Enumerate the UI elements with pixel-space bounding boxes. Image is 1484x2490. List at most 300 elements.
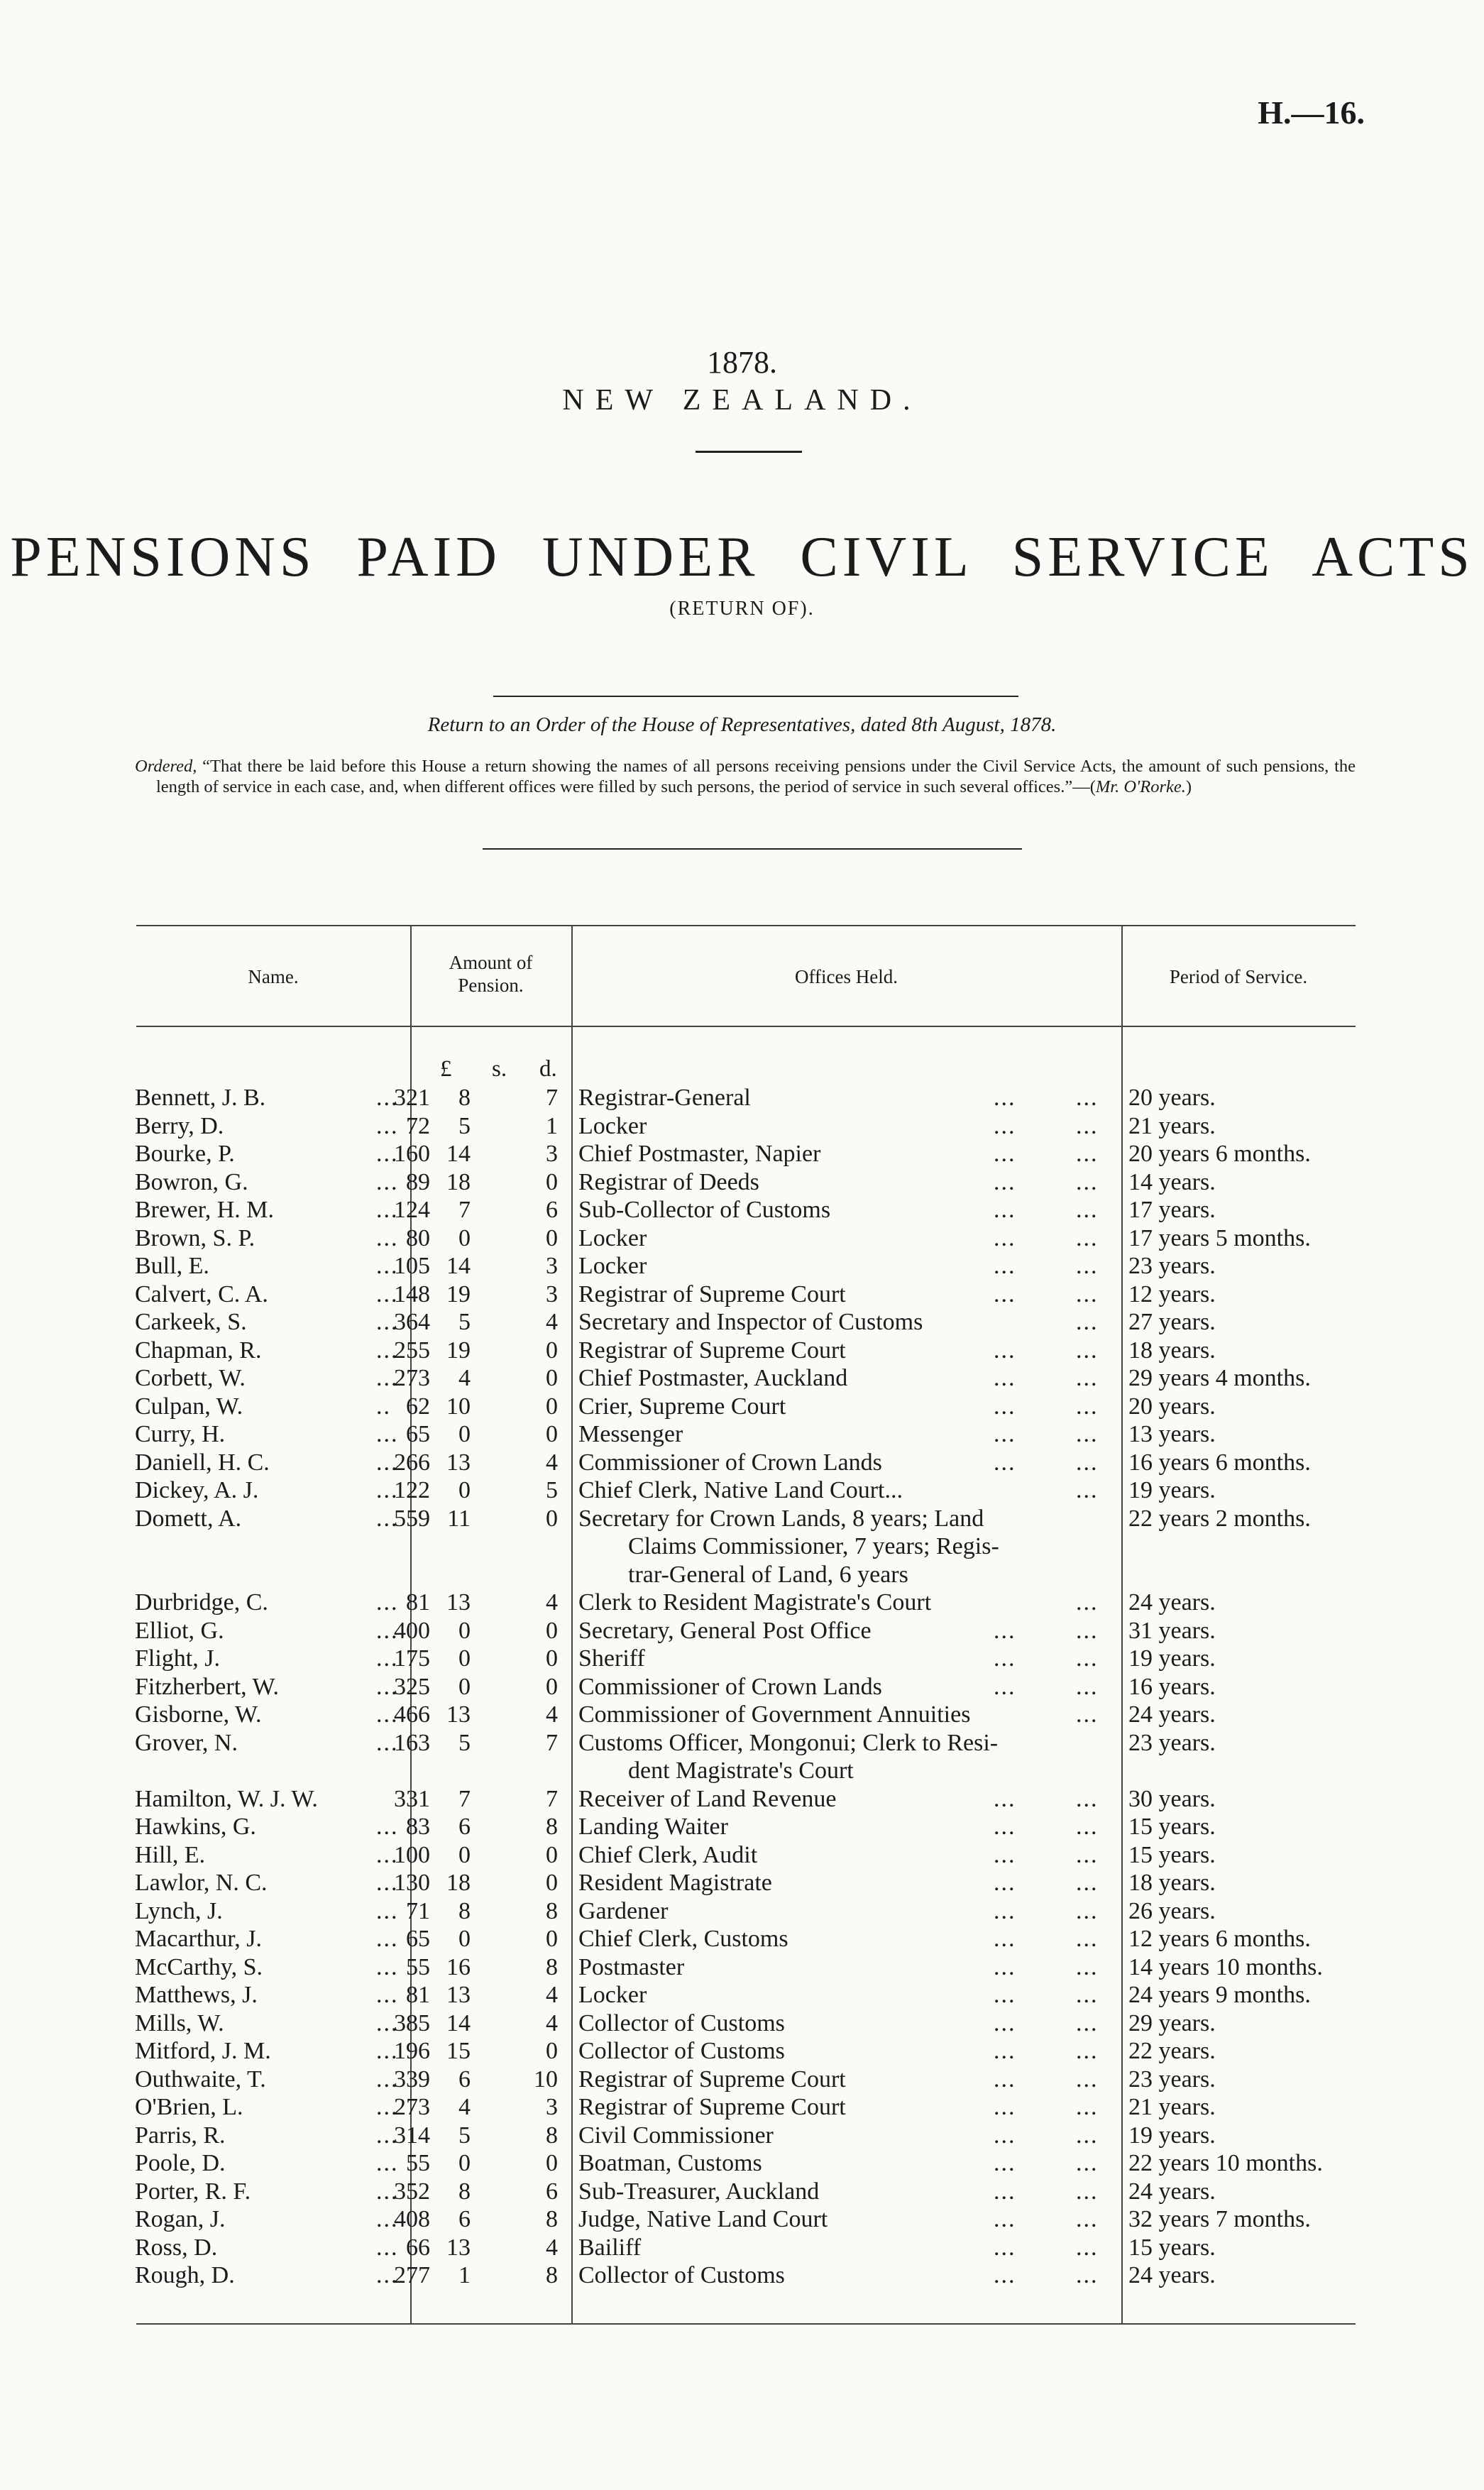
- office-held: [578, 1617, 1118, 1645]
- office-leader-dots: ...: [1076, 2178, 1099, 2205]
- pension-shillings: 7: [458, 1197, 471, 1223]
- pension-pounds: 105: [394, 1253, 430, 1279]
- pension-shillings: 18: [446, 1870, 471, 1896]
- pension-shillings: 15: [446, 2038, 471, 2064]
- pension-pence: 10: [534, 2066, 558, 2093]
- office-held: [578, 2234, 1118, 2262]
- office-held: [578, 1476, 1118, 1505]
- office-text: Locker: [578, 1982, 647, 2008]
- document-title: PENSIONS PAID UNDER CIVIL SERVICE ACTS: [10, 526, 1474, 588]
- name-leader-dots: ...: [376, 1701, 399, 1728]
- office-held: [578, 1140, 1118, 1168]
- office-text: Locker: [578, 1112, 647, 1139]
- pension-pounds: 148: [394, 1280, 430, 1307]
- name-leader-dots: ...: [376, 1645, 399, 1672]
- office-leader-dots: ...: [1076, 2009, 1099, 2036]
- office-held: [578, 2037, 1118, 2066]
- pensioner-name: Bennett, J. B.: [135, 1085, 266, 1111]
- name-leader-dots: ...: [376, 2234, 399, 2261]
- pension-pence: 8: [546, 2262, 558, 2288]
- office-mid-dots: ...: [994, 2206, 1016, 2232]
- name-leader-dots: ...: [376, 2122, 399, 2149]
- office-leader-dots: ...: [1076, 2094, 1099, 2120]
- table-row: [0, 1196, 1484, 1224]
- pension-pence: 5: [546, 1477, 558, 1503]
- period-of-service: 17 years 5 months.: [1128, 1224, 1311, 1251]
- office-leader-dots: ...: [1076, 2234, 1099, 2261]
- office-held: [578, 1364, 1118, 1393]
- name-leader-dots: ...: [376, 1224, 399, 1251]
- currency-units: [410, 1056, 571, 1085]
- pensioner-name: Grover, N.: [135, 1729, 238, 1756]
- pension-pounds: 72: [406, 1112, 430, 1139]
- pensioner-name: Bowron, G.: [135, 1168, 248, 1195]
- table-row: [0, 1224, 1484, 1253]
- office-held: [578, 2149, 1118, 2178]
- name-leader-dots: ...: [376, 2150, 399, 2176]
- office-mid-dots: ...: [994, 2066, 1016, 2093]
- pension-shillings: 5: [458, 1112, 471, 1139]
- pensioner-name: Daniell, H. C.: [135, 1449, 270, 1476]
- pensioner-name: Calvert, C. A.: [135, 1280, 268, 1307]
- ordered-end: ): [1185, 777, 1192, 796]
- office-continuation: dent Magistrate's Court: [628, 1757, 854, 1784]
- ordered-mover: Mr. O'Rorke.: [1095, 777, 1186, 796]
- pensioner-name: Mitford, J. M.: [135, 2038, 271, 2064]
- office-leader-dots: ...: [1076, 1393, 1099, 1420]
- pension-shillings: 0: [458, 1421, 471, 1447]
- pensioner-name: Mills, W.: [135, 2009, 224, 2036]
- office-held: [578, 1196, 1118, 1224]
- office-leader-dots: ...: [1076, 1477, 1099, 1503]
- pension-pence: 8: [546, 2206, 558, 2232]
- pension-shillings: 0: [458, 1617, 471, 1644]
- pension-pence: 1: [546, 1112, 558, 1139]
- office-continuation: trar-General of Land, 6 years: [628, 1561, 908, 1588]
- name-leader-dots: ...: [376, 1449, 399, 1476]
- office-mid-dots: ...: [994, 1897, 1016, 1924]
- table-row: [0, 2093, 1484, 2122]
- period-of-service: 29 years 4 months.: [1128, 1365, 1311, 1391]
- pension-shillings: 19: [446, 1280, 471, 1307]
- table-row: [0, 1841, 1484, 1870]
- table-row: [0, 2205, 1484, 2234]
- table-row: [0, 1701, 1484, 1729]
- pension-pence: 0: [546, 1841, 558, 1868]
- pension-pounds: 331: [394, 1785, 430, 1812]
- period-of-service: 18 years.: [1128, 1337, 1216, 1364]
- period-of-service: 13 years.: [1128, 1421, 1216, 1447]
- office-mid-dots: ...: [994, 1253, 1016, 1279]
- pension-shillings: 0: [458, 1477, 471, 1503]
- office-held: [578, 1168, 1118, 1197]
- pension-shillings: 0: [458, 2150, 471, 2176]
- office-mid-dots: ...: [994, 2262, 1016, 2288]
- table-row: [0, 1140, 1484, 1168]
- table-row: [0, 1084, 1484, 1112]
- pension-shillings: 0: [458, 1673, 471, 1700]
- pension-shillings: 8: [458, 1085, 471, 1111]
- period-of-service: 26 years.: [1128, 1897, 1216, 1924]
- name-leader-dots: ...: [376, 1982, 399, 2008]
- office-text: Chief Clerk, Audit: [578, 1841, 758, 1868]
- pensioner-name: Durbridge, C.: [135, 1589, 268, 1616]
- name-leader-dots: ...: [376, 1505, 399, 1532]
- name-leader-dots: ...: [376, 1926, 399, 1952]
- pension-pounds: 81: [406, 1589, 430, 1616]
- period-of-service: 23 years.: [1128, 1253, 1216, 1279]
- table-row: [0, 2066, 1484, 2094]
- pensioner-name: O'Brien, L.: [135, 2094, 243, 2120]
- office-mid-dots: ...: [994, 1673, 1016, 1700]
- table-row: [0, 1785, 1484, 1814]
- name-leader-dots: ...: [376, 1197, 399, 1223]
- table-row: [0, 1280, 1484, 1309]
- pension-shillings: 13: [446, 1701, 471, 1728]
- pension-pounds: 124: [394, 1197, 430, 1223]
- name-leader-dots: ...: [376, 1280, 399, 1307]
- pension-pounds: 196: [394, 2038, 430, 2064]
- pension-pence: 0: [546, 1168, 558, 1195]
- office-held: [578, 2093, 1118, 2122]
- office-mid-dots: ...: [994, 1337, 1016, 1364]
- period-of-service: 23 years.: [1128, 1729, 1216, 1756]
- pensioner-name: Macarthur, J.: [135, 1926, 262, 1952]
- office-mid-dots: ...: [994, 2178, 1016, 2205]
- office-text: Registrar of Supreme Court: [578, 2094, 846, 2120]
- pension-pounds: 339: [394, 2066, 430, 2093]
- pension-shillings: 7: [458, 1785, 471, 1812]
- pension-shillings: 8: [458, 2178, 471, 2205]
- pension-pounds: 559: [394, 1505, 430, 1532]
- office-held: [578, 1701, 1118, 1729]
- period-of-service: 20 years.: [1128, 1085, 1216, 1111]
- pensioner-name: Carkeek, S.: [135, 1309, 247, 1335]
- pension-pounds: 408: [394, 2206, 430, 2232]
- office-leader-dots: ...: [1076, 1365, 1099, 1391]
- office-held: [578, 1112, 1118, 1141]
- pension-shillings: 19: [446, 1337, 471, 1364]
- pension-pence: 4: [546, 2009, 558, 2036]
- name-leader-dots: ...: [376, 1589, 399, 1616]
- document-country: NEW ZEALAND.: [562, 384, 922, 417]
- office-held: [578, 1308, 1118, 1337]
- office-held: [578, 1813, 1118, 1841]
- period-of-service: 21 years.: [1128, 2094, 1216, 2120]
- pension-pence: 8: [546, 1953, 558, 1980]
- pensioner-name: Brewer, H. M.: [135, 1197, 274, 1223]
- document-subtitle: (RETURN OF).: [669, 598, 815, 620]
- period-of-service: 16 years 6 months.: [1128, 1449, 1311, 1476]
- pension-pence: 3: [546, 2094, 558, 2120]
- office-held: [578, 1925, 1118, 1953]
- period-of-service: 29 years.: [1128, 2009, 1216, 2036]
- period-of-service: 22 years 10 months.: [1128, 2150, 1323, 2176]
- name-leader-dots: ..: [376, 1393, 391, 1420]
- office-text: Registrar of Deeds: [578, 1168, 759, 1195]
- pension-shillings: 5: [458, 1309, 471, 1335]
- office-text: Boatman, Customs: [578, 2150, 762, 2176]
- table-row: [0, 1252, 1484, 1280]
- pension-pence: 0: [546, 1645, 558, 1672]
- pension-pence: 0: [546, 2150, 558, 2176]
- office-text: Secretary for Crown Lands, 8 years; Land: [578, 1505, 984, 1532]
- office-text: Commissioner of Government Annuities: [578, 1701, 971, 1728]
- office-held: [578, 1505, 1118, 1589]
- pension-pounds: 160: [394, 1141, 430, 1167]
- table-row: [0, 1393, 1484, 1421]
- ordered-paragraph: [135, 756, 1356, 797]
- office-text: Registrar-General: [578, 1085, 751, 1111]
- period-of-service: 15 years.: [1128, 1841, 1216, 1868]
- office-leader-dots: ...: [1076, 1814, 1099, 1840]
- office-mid-dots: ...: [994, 1870, 1016, 1896]
- period-of-service: 14 years.: [1128, 1168, 1216, 1195]
- period-of-service: 30 years.: [1128, 1785, 1216, 1812]
- office-held: [578, 1224, 1118, 1253]
- office-leader-dots: ...: [1076, 1673, 1099, 1700]
- office-leader-dots: ...: [1076, 1589, 1099, 1616]
- office-text: Chief Clerk, Native Land Court...: [578, 1477, 903, 1503]
- pensioner-name: Hill, E.: [135, 1841, 206, 1868]
- office-text: Locker: [578, 1224, 647, 1251]
- office-text: Registrar of Supreme Court: [578, 2066, 846, 2093]
- office-mid-dots: ...: [994, 1953, 1016, 1980]
- office-text: Chief Postmaster, Napier: [578, 1141, 821, 1167]
- pension-pence: 3: [546, 1141, 558, 1167]
- office-leader-dots: ...: [1076, 1168, 1099, 1195]
- pension-pounds: 385: [394, 2009, 430, 2036]
- pensioner-name: Matthews, J.: [135, 1982, 258, 2008]
- office-held: [578, 1785, 1118, 1814]
- pension-pounds: 100: [394, 1841, 430, 1868]
- pensioner-name: Chapman, R.: [135, 1337, 262, 1364]
- pension-shillings: 11: [447, 1505, 471, 1532]
- period-of-service: 24 years.: [1128, 2178, 1216, 2205]
- pension-pounds: 255: [394, 1337, 430, 1364]
- office-text: Registrar of Supreme Court: [578, 1280, 846, 1307]
- office-leader-dots: ...: [1076, 1897, 1099, 1924]
- pension-shillings: 0: [458, 1645, 471, 1672]
- pension-shillings: 14: [446, 2009, 471, 2036]
- unit-shillings: s.: [492, 1056, 507, 1082]
- column-header-offices: Offices Held.: [795, 966, 898, 987]
- table-row: [0, 1476, 1484, 1505]
- pensioner-name: Dickey, A. J.: [135, 1477, 259, 1503]
- pension-pounds: 65: [406, 1421, 430, 1447]
- office-text: Commissioner of Crown Lands: [578, 1449, 882, 1476]
- office-held: [578, 2261, 1118, 2290]
- column-header-name: Name.: [248, 966, 299, 987]
- pension-pence: 8: [546, 1897, 558, 1924]
- office-text: Sub-Collector of Customs: [578, 1197, 831, 1223]
- table-row: [0, 1617, 1484, 1645]
- office-mid-dots: ...: [994, 1841, 1016, 1868]
- pension-pounds: 321: [394, 1085, 430, 1111]
- office-text: Crier, Supreme Court: [578, 1393, 786, 1420]
- office-leader-dots: ...: [1076, 1280, 1099, 1307]
- pensioner-name: Porter, R. F.: [135, 2178, 251, 2205]
- office-held: [578, 2178, 1118, 2206]
- pensioner-name: Hamilton, W. J. W.: [135, 1785, 318, 1812]
- office-leader-dots: ...: [1076, 1785, 1099, 1812]
- pensioner-name: Flight, J.: [135, 1645, 220, 1672]
- office-mid-dots: ...: [994, 2122, 1016, 2149]
- period-of-service: 15 years.: [1128, 1814, 1216, 1840]
- office-text: Bailiff: [578, 2234, 642, 2261]
- office-text: Postmaster: [578, 1953, 685, 1980]
- pension-pence: 0: [546, 1505, 558, 1532]
- office-held: [578, 1252, 1118, 1280]
- pension-pence: 7: [546, 1729, 558, 1756]
- period-of-service: 19 years.: [1128, 2122, 1216, 2149]
- name-leader-dots: ...: [376, 1085, 399, 1111]
- office-held: [578, 2066, 1118, 2094]
- name-leader-dots: ...: [376, 2066, 399, 2093]
- pensioner-name: Parris, R.: [135, 2122, 226, 2149]
- office-text: Chief Postmaster, Auckland: [578, 1365, 848, 1391]
- office-text: Clerk to Resident Magistrate's Court: [578, 1589, 932, 1616]
- pension-shillings: 1: [458, 2262, 471, 2288]
- office-text: Customs Officer, Mongonui; Clerk to Resi-: [578, 1729, 999, 1756]
- period-of-service: 21 years.: [1128, 1112, 1216, 1139]
- pension-shillings: 0: [458, 1926, 471, 1952]
- period-of-service: 23 years.: [1128, 2066, 1216, 2093]
- office-continuation: Claims Commissioner, 7 years; Regis-: [628, 1533, 999, 1559]
- table-row: [0, 2178, 1484, 2206]
- pension-shillings: 6: [458, 1814, 471, 1840]
- pension-pence: 0: [546, 1617, 558, 1644]
- pension-shillings: 6: [458, 2206, 471, 2232]
- pension-pence: 0: [546, 1337, 558, 1364]
- office-leader-dots: ...: [1076, 1645, 1099, 1672]
- pension-pence: 0: [546, 1673, 558, 1700]
- office-leader-dots: ...: [1076, 1926, 1099, 1952]
- period-of-service: 24 years 9 months.: [1128, 1982, 1311, 2008]
- pension-table-body: [0, 1084, 1484, 2290]
- office-held: [578, 1420, 1118, 1449]
- pension-pounds: 352: [394, 2178, 430, 2205]
- pension-pounds: 81: [406, 1982, 430, 2008]
- name-leader-dots: ...: [376, 1617, 399, 1644]
- name-leader-dots: ...: [376, 1337, 399, 1364]
- pension-pence: 7: [546, 1785, 558, 1812]
- office-mid-dots: ...: [994, 2150, 1016, 2176]
- office-mid-dots: ...: [994, 1926, 1016, 1952]
- pension-pounds: 71: [406, 1897, 430, 1924]
- name-leader-dots: ...: [376, 2009, 399, 2036]
- pensioner-name: Berry, D.: [135, 1112, 224, 1139]
- office-leader-dots: ...: [1076, 1421, 1099, 1447]
- office-leader-dots: ...: [1076, 2038, 1099, 2064]
- office-mid-dots: ...: [994, 1224, 1016, 1251]
- pensioner-name: Poole, D.: [135, 2150, 226, 2176]
- pension-pence: 7: [546, 1085, 558, 1111]
- pensioner-name: Domett, A.: [135, 1505, 242, 1532]
- office-leader-dots: ...: [1076, 1141, 1099, 1167]
- column-header-amount: [410, 951, 571, 997]
- office-leader-dots: ...: [1076, 1337, 1099, 1364]
- office-held: [578, 1897, 1118, 1926]
- office-leader-dots: ...: [1076, 1085, 1099, 1111]
- office-mid-dots: ...: [994, 1617, 1016, 1644]
- table-row: [0, 1449, 1484, 1477]
- office-mid-dots: ...: [994, 1197, 1016, 1223]
- column-header-amount-line2: Pension.: [458, 975, 524, 996]
- period-of-service: 19 years.: [1128, 1645, 1216, 1672]
- office-mid-dots: ...: [994, 1785, 1016, 1812]
- pension-pence: 3: [546, 1253, 558, 1279]
- office-text: Sub-Treasurer, Auckland: [578, 2178, 820, 2205]
- office-mid-dots: ...: [994, 2038, 1016, 2064]
- name-leader-dots: ...: [376, 2038, 399, 2064]
- pensioner-name: Curry, H.: [135, 1421, 226, 1447]
- pension-pounds: 400: [394, 1617, 430, 1644]
- column-header-amount-line1: Amount of: [449, 952, 533, 973]
- table-header-rule: [136, 1026, 1356, 1027]
- period-of-service: 20 years.: [1128, 1393, 1216, 1420]
- office-mid-dots: ...: [994, 1168, 1016, 1195]
- name-leader-dots: ...: [376, 1141, 399, 1167]
- office-mid-dots: ...: [994, 1365, 1016, 1391]
- pension-shillings: 0: [458, 1841, 471, 1868]
- pension-pounds: 130: [394, 1870, 430, 1896]
- office-mid-dots: ...: [994, 2009, 1016, 2036]
- unit-pounds: £: [440, 1056, 452, 1082]
- office-text: Resident Magistrate: [578, 1870, 772, 1896]
- pension-pounds: 325: [394, 1673, 430, 1700]
- office-leader-dots: ...: [1076, 1841, 1099, 1868]
- pensioner-name: McCarthy, S.: [135, 1953, 263, 1980]
- pensioner-name: Gisborne, W.: [135, 1701, 262, 1728]
- office-held: [578, 1729, 1118, 1785]
- table-row: [0, 1925, 1484, 1953]
- rule-under-subtitle: [493, 696, 1018, 697]
- rule-under-ordered: [483, 848, 1022, 850]
- pension-pence: 3: [546, 1280, 558, 1307]
- pension-pounds: 277: [394, 2262, 430, 2288]
- pension-pounds: 266: [394, 1449, 430, 1476]
- office-mid-dots: ...: [994, 2094, 1016, 2120]
- pension-pence: 0: [546, 2038, 558, 2064]
- pension-shillings: 8: [458, 1897, 471, 1924]
- office-held: [578, 1337, 1118, 1365]
- table-row: [0, 1168, 1484, 1197]
- pensioner-name: Elliot, G.: [135, 1617, 224, 1644]
- pension-shillings: 4: [458, 2094, 471, 2120]
- office-mid-dots: ...: [994, 1449, 1016, 1476]
- name-leader-dots: ...: [376, 1365, 399, 1391]
- pension-pence: 0: [546, 1926, 558, 1952]
- period-of-service: 20 years 6 months.: [1128, 1141, 1311, 1167]
- name-leader-dots: ...: [376, 1870, 399, 1896]
- table-row: [0, 1505, 1484, 1589]
- office-text: Gardener: [578, 1897, 669, 1924]
- office-text: Commissioner of Crown Lands: [578, 1673, 882, 1700]
- pension-pounds: 65: [406, 1926, 430, 1952]
- office-leader-dots: ...: [1076, 1449, 1099, 1476]
- pension-pence: 0: [546, 1870, 558, 1896]
- office-text: Locker: [578, 1253, 647, 1279]
- period-of-service: 31 years.: [1128, 1617, 1216, 1644]
- office-mid-dots: ...: [994, 1280, 1016, 1307]
- pensioner-name: Brown, S. P.: [135, 1224, 255, 1251]
- table-row: [0, 1869, 1484, 1897]
- office-mid-dots: ...: [994, 1393, 1016, 1420]
- period-of-service: 19 years.: [1128, 1477, 1216, 1503]
- pensioner-name: Corbett, W.: [135, 1365, 246, 1391]
- pensioner-name: Culpan, W.: [135, 1393, 243, 1420]
